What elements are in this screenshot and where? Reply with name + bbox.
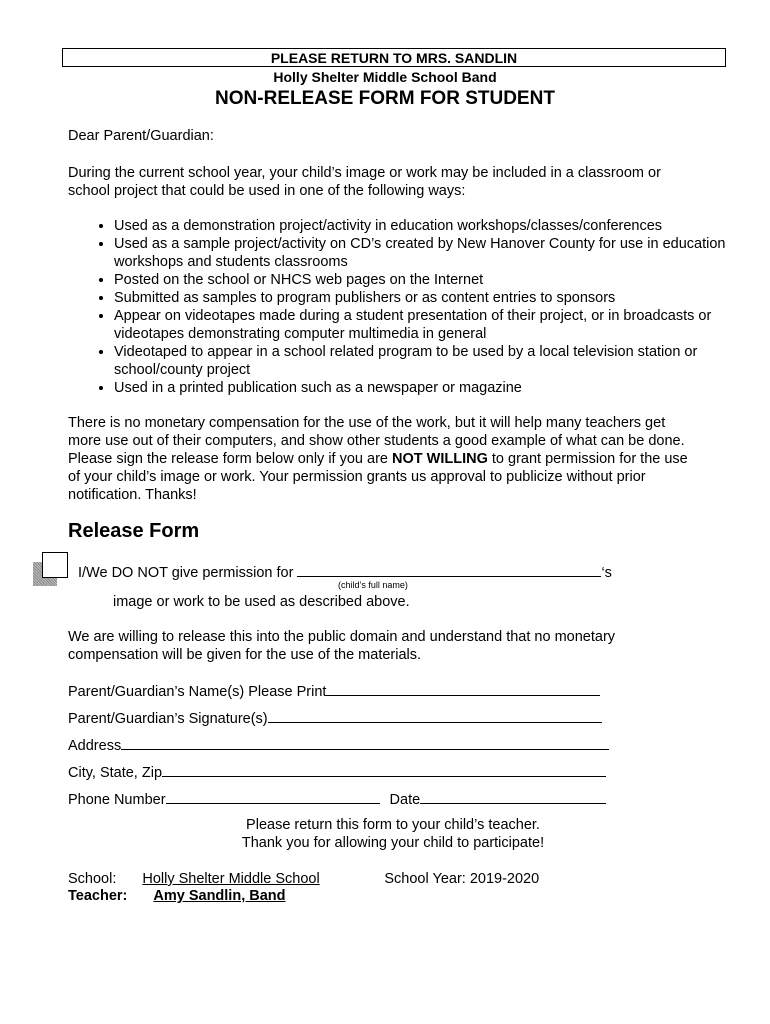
compensation-line-2: more use out of their computers, and show other students a good example of what can be done. [68, 433, 685, 449]
list-item: • Used in a printed publication such as a newspaper or magazine [114, 379, 754, 397]
teacher-row: Teacher: Amy Sandlin, Band [68, 888, 286, 904]
signature-field[interactable] [268, 709, 602, 723]
date-field[interactable] [420, 790, 606, 804]
child-name-field[interactable] [297, 563, 601, 577]
intro-line-1: During the current school year, your child’s image or work may be included in a classroom or [68, 165, 661, 181]
school-value: Holly Shelter Middle School [142, 871, 320, 887]
school-year: School Year: 2019-2020 [384, 871, 540, 887]
list-item: • Submitted as samples to program publishers or as content entries to sponsors [114, 289, 754, 307]
page-title: NON-RELEASE FORM FOR STUDENT [215, 88, 555, 109]
compensation-line-4: of your child’s image or work. Your permission grants us approval to publicize without prior [68, 469, 646, 485]
school-row: School: Holly Shelter Middle School School Year: 2019-2020 [68, 871, 540, 887]
release-form-heading: Release Form [68, 520, 200, 542]
phone-field[interactable] [166, 790, 380, 804]
permission-line: I/We DO NOT give permission for ‘s [78, 565, 612, 581]
address-row: Address [68, 736, 609, 755]
salutation: Dear Parent/Guardian: [68, 128, 214, 144]
city-state-zip-field[interactable] [162, 763, 606, 777]
list-item: • Appear on videotapes made during a student presentation of their project, or in broadcasts or videotapes demonstrating computer multimedia in general [114, 307, 754, 343]
closing-line-2: Thank you for allowing your child to participate! [241, 835, 545, 851]
names-row: Parent/Guardian’s Name(s) Please Print [68, 682, 600, 701]
intro-line-2: school project that could be used in one of the following ways: [68, 183, 466, 199]
permission-line-2: image or work to be used as described above. [113, 594, 410, 610]
domain-line-1: We are willing to release this into the public domain and understand that no monetary [68, 629, 616, 645]
domain-line-2: compensation will be given for the use of the materials. [68, 647, 422, 663]
compensation-line-5: notification. Thanks! [68, 487, 197, 503]
list-item: • Used as a sample project/activity on CD’s created by New Hanover County for use in education workshops and students classrooms [114, 235, 754, 271]
usage-list [88, 217, 754, 397]
teacher-value: Amy Sandlin, Band [153, 888, 286, 904]
school-band: Holly Shelter Middle School Band [273, 69, 497, 85]
list-item: • Used as a demonstration project/activity in education workshops/classes/conferences [114, 217, 754, 235]
city-row: City, State, Zip [68, 763, 606, 782]
compensation-line-3: Please sign the release form below only if you are NOT WILLING to grant permission for the use [68, 451, 688, 467]
list-item: • Videotaped to appear in a school related program to be used by a local television station or school/county project [114, 343, 754, 379]
return-notice: PLEASE RETURN TO MRS. SANDLIN [62, 48, 726, 67]
names-field[interactable] [326, 682, 600, 696]
address-field[interactable] [121, 736, 609, 750]
non-release-checkbox[interactable] [42, 552, 68, 578]
list-item: • Posted on the school or NHCS web pages on the Internet [114, 271, 754, 289]
phone-row: Phone Number Date [68, 790, 606, 809]
closing-line-1: Please return this form to your child’s teacher. [246, 817, 540, 833]
name-hint: (child’s full name) [338, 580, 408, 590]
signature-row: Parent/Guardian’s Signature(s) [68, 709, 602, 728]
compensation-line-1: There is no monetary compensation for the use of the work, but it will help many teachers get [68, 415, 666, 431]
